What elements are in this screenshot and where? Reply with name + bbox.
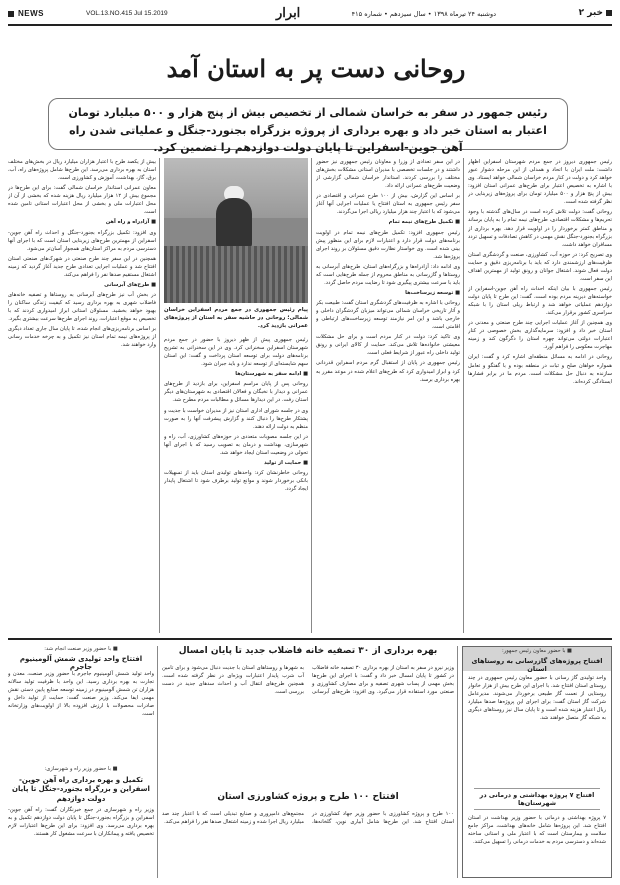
square-icon (606, 10, 612, 16)
article-paragraph: بر اساس برنامه‌ریزی‌های انجام شده، تا پایان سال جاری تعداد دیگری از پروژه‌های نیمه تمام استان نیز تکمیل و به چرخه خدمات رسانی وارد خواهند شد. (8, 326, 156, 349)
article-paragraph: روحانی در ادامه به مسائل منطقه‌ای اشاره کرد و گفت: ایران همواره خواهان صلح و ثبات در منطقه بوده و با گفتگو و تعامل سازنده به دنبال حل مشکلات است. مردم ما در برابر فشارها ایستادگی کرده‌اند. (468, 354, 612, 385)
article-subheading: ■ طرح‌های آبرسانی (104, 281, 156, 288)
article-paragraph: رئیس جمهوری در پایان از استقبال گرم مردم اسفراین قدردانی کرد و ابراز امیدواری کرد که طرح‌های اعلام شده در موعد مقرر به بهره برداری برسد. (316, 360, 460, 383)
article-paragraph: رئیس جمهوری افزود: تکمیل طرح‌های نیمه تمام در اولویت برنامه‌های دولت قرار دارد و اعتبارات لازم برای این منظور پیش بینی شده است. وی خواستار نظارت دقیق مسئولان بر روند اجرای پروژه‌ها شد. (316, 229, 460, 260)
article-paragraph: بیش از یکصد طرح با اعتبار هزاران میلیارد ریال در بخش‌های مختلف استان به بهره برداری می‌رسد. این طرح‌ها شامل پروژه‌های راه، آب، برق، گاز، بهداشت، آموزش و کشاورزی است. (8, 159, 156, 182)
news-label (8, 9, 44, 18)
left-article-subbody: وزیر راه و شهرسازی در جمع خبرنگاران گفت: راه آهن جوین-اسفراین و بزرگراه بجنورد-جنگل تا پایان دولت دوازدهم تکمیل و به بهره برداری می‌رسد. وی افزود: برای این طرح‌ها اعتبارات لازم تخصیص یافته و پیمانکاران با سرعت مشغول کار هستند. (8, 807, 154, 838)
main-headline: روحانی دست پر به استان آمد (166, 54, 466, 83)
boxed-article-subheadline: افتتاح ۷ پروژه بهداشتی و درمانی در شهرستان‌ها (474, 788, 600, 810)
article-subheading: ■ آزادراه و راه آهن (105, 219, 156, 226)
article-paragraph: روحانی خاطرنشان کرد: واحدهای تولیدی استان باید از تسهیلات بانکی برخوردار شوند و موانع تولید برطرف شود تا اشتغال پایدار ایجاد گردد. (164, 469, 308, 493)
article-paragraph: رئیس جمهوری دیروز در جمع مردم شهرستان اسفراین اظهار داشت: ملت ایران با اتحاد و همدلی از این مرحله دشوار عبور خواهد کرد و دولت در کنار مردم خراسان شمالی خواهد ایستاد. وی با اشاره به تخصیص اعتبار برای طرح‌های عمرانی استان افزود: بیش از پنج هزار و ۵۰۰ میلیارد تومان برای پروژه‌های زیربنایی در نظر گرفته شده است. (468, 159, 612, 206)
article-paragraph: وی ادامه داد: آزادراه‌ها و بزرگراه‌های استان، طرح‌های آبرسانی به روستاها و گازرسانی به مناطق محروم از جمله طرح‌هایی است که باید با سرعت بیشتری پیگیری شود تا رضایت مردم حاصل گردد. (316, 263, 460, 286)
lead-paragraph: رئیس جمهور در سفر به خراسان شمالی از تخصیص بیش از پنج هزار و ۵۰۰ میلیارد تومان اعتبار به استان خبر داد و بهره برداری از پروژه بزرگراه بجنورد-جنگل و عملیاتی شدن راه آهن جوین-اسفراین تا پایان دولت دوازدهم را تضمین کرد. (48, 98, 568, 150)
issue-date: دوشنبه ۲۴ تیرماه ۱۳۹۸ • سال سیزدهم • شماره ۴۱۵ (351, 10, 496, 18)
main-photo (164, 158, 308, 303)
article-paragraph: در این جلسه مصوبات متعددی در حوزه‌های کشاورزی، آب، راه و شهرسازی، بهداشت و درمان به تصویب رسید که با اجرای آنها تحولی در وضعیت استان ایجاد خواهد شد. (164, 433, 308, 456)
boxed-article-kicker: ■ با حضور معاون رئیس جمهور: (502, 648, 572, 654)
news-text: NEWS (18, 9, 44, 18)
left-article-subheadline: تکمیل و بهره برداری راه آهن جوین-اسفراین و بزرگراه بجنورد-جنگل تا پایان دولت دوازدهم (12, 776, 150, 803)
article-subheading: ■ حمایت از تولید (264, 459, 308, 466)
photo-figure (216, 198, 252, 248)
article-paragraph: وی در جلسه شورای اداری استان نیز از مدیران خواست با جدیت و پشتکار طرح‌ها را دنبال کنند و گزارش پیشرفت آنها را به صورت منظم به دولت ارائه دهند. (164, 407, 308, 430)
left-article-headline: افتتاح واحد تولیدی شمش آلومینیوم جاجرم (19, 655, 143, 671)
boxed-article-headline: افتتاح پروژه‌های گازرسانی به روستاهای استان (471, 657, 603, 673)
newspaper-logo: ابرار (276, 6, 301, 21)
masthead (8, 6, 612, 26)
article-column-3 (164, 336, 308, 633)
article-paragraph: وی تصریح کرد: در حوزه آب، کشاورزی، صنعت و گردشگری استان ظرفیت‌های ارزشمندی دارد که باید با برنامه‌ریزی دقیق و حمایت دولت فعال شوند. اشتغال جوانان و رونق تولید از مهمترین اهداف این سفر است. (468, 251, 612, 282)
section-text: خبر ۲ (578, 8, 603, 18)
boxed-article-subbody: ۷ پروژه بهداشتی و درمانی با حضور وزیر بهداشت در استان افتتاح شد. این پروژه‌ها شامل خانه‌های بهداشت، مراکز جامع سلامت و بیمارستان است که با اعتبار ملی و استانی ساخته شده‌اند و دسترسی مردم به خدمات درمانی را تسهیل می‌کنند. (468, 815, 606, 846)
article-subheading: ■ تکمیل طرح‌های نیمه تمام (388, 219, 460, 226)
left-article-body: واحد تولید شمش آلومینیوم جاجرم با حضور وزیر صنعت، معدن و تجارت به بهره برداری رسید. این واحد با ظرفیت تولید سالانه هزاران تن شمش آلومینیوم در زمینه توسعه صنایع پایین دستی نقش مهمی ایفا می‌کند. وزیر صنعت گفت: حمایت از تولید داخل و صادرات محصولات با ارزش افزوده بالا از اولویت‌های وزارتخانه است. (8, 671, 154, 718)
column-divider (157, 646, 158, 878)
square-icon (8, 11, 14, 17)
middle-article-body: وزیر نیرو در سفر به استان از بهره برداری ۳۰ تصفیه خانه فاضلاب در کشور تا پایان امسال خبر داد و گفت: با اجرای این طرح‌ها بخش مهمی از پساب شهری تصفیه و برای مصارف کشاورزی و صنعتی مورد استفاده قرار می‌گیرد. وی افزود: طرح‌های آبرسانی به شهرها و روستاهای استان با جدیت دنبال می‌شود و برای تامین آب شرب پایدار اعتبارات ویژه‌ای در نظر گرفته شده است. همچنین طرح‌های انتقال آب و احداث سدهای جدید در دست بررسی است. (162, 665, 454, 696)
left-article-kicker: ■ با حضور وزیر صنعت انجام شد: (44, 646, 118, 652)
column-divider (311, 158, 312, 633)
article-paragraph: وی تاکید کرد: دولت در کنار مردم است و برای حل مشکلات معیشتی خانواده‌ها تلاش می‌کند. حمایت از کالای ایرانی و رونق تولید داخلی راه عبور از شرایط فعلی است. (316, 334, 460, 357)
column-divider (457, 646, 458, 878)
article-paragraph: وی همچنین از آغاز عملیات اجرایی چند طرح صنعتی و معدنی در استان خبر داد و افزود: سرمایه‌گذاری بخش خصوصی در کنار اعتبارات دولتی می‌تواند چهره استان را دگرگون کند و زمینه مهاجرت معکوس را فراهم آورد. (468, 320, 612, 351)
article-subheading: ■ توسعه زیرساخت‌ها (405, 289, 460, 296)
middle-article-subheadline: افتتاح ۱۰۰ طرح و پروژه کشاورزی استان (217, 792, 399, 802)
volume-info: VOL.13.NO.415 Jul 15.2019 (86, 10, 168, 17)
column-divider (159, 158, 160, 633)
left-article-kicker-2: ■ با حضور وزیر راه و شهرسازی: (44, 766, 118, 772)
section-label (579, 8, 612, 18)
middle-article-subbody: ۱۰۰ طرح و پروژه کشاورزی با حضور وزیر جهاد کشاورزی در استان افتتاح شد. این طرح‌ها شامل آبیاری نوین، گلخانه‌ها، مجتمع‌های دامپروری و صنایع تبدیلی است که با اعتبار چند صد میلیارد ریال اجرا شده و زمینه اشتغال صدها نفر را فراهم می‌کند. (162, 811, 454, 826)
article-subheading: ■ ادامه سفر به شهرستان‌ها (235, 371, 308, 378)
article-paragraph: معاون عمرانی استاندار خراسان شمالی گفت: برای این طرح‌ها در مجموع بیش از ۱۲ هزار میلیارد ریال هزینه شده که بخشی از آن از محل اعتبارات ملی و بخشی از محل اعتبارات استانی تامین شده است. (8, 185, 156, 216)
section-divider (8, 638, 612, 640)
article-paragraph: رئیس جمهوری پیش از ظهر دیروز با حضور در جمع مردم شهرستان اسفراین سخنرانی کرد. وی در این سخنرانی به تشریح برنامه‌های دولت برای توسعه استان پرداخت و گفت: این استان سهم شایسته‌ای از توسعه ندارد و باید جبران شود. (164, 337, 308, 368)
article-paragraph: رئیس جمهوری با بیان اینکه احداث راه آهن جوین-اسفراین از خواسته‌های دیرینه مردم بوده است، گفت: این طرح تا پایان دولت دوازدهم عملیاتی خواهد شد و ارتباط ریلی استان را با شبکه سراسری کشور برقرار می‌کند. (468, 285, 612, 317)
article-column-1 (468, 158, 612, 633)
article-paragraph: در این سفر تعدادی از وزرا و معاونان رئیس جمهوری نیز حضور داشتند و در جلسات تخصصی با مدیران استانی مشکلات بخش‌های مختلف را بررسی کردند. استاندار خراسان شمالی گزارشی از وضعیت طرح‌های عمرانی ارائه داد. (316, 159, 460, 190)
article-column-2 (316, 158, 460, 633)
article-paragraph: روحانی پس از پایان مراسم اسفراین، برای بازدید از طرح‌های عمرانی و دیدار با نخبگان و فعالان اقتصادی به شهرستان‌های دیگر استان رفت. در این دیدارها مسائل و مطالبات مردم مطرح شد. (164, 381, 308, 404)
article-paragraph: روحانی با اشاره به ظرفیت‌های گردشگری استان گفت: طبیعت بکر و آثار تاریخی خراسان شمالی می‌تواند میزبان گردشگران داخلی و خارجی باشد و این امر نیازمند توسعه زیرساخت‌های ارتباطی و اقامتی است. (316, 300, 460, 331)
article-paragraph: وی افزود: تکمیل بزرگراه بجنورد-جنگل و احداث راه آهن جوین-اسفراین از مهمترین طرح‌های زیربنایی استان است که با اجرای آنها دسترسی مردم به مراکز استان‌های همجوار آسان‌تر می‌شود. (8, 229, 156, 252)
middle-article-headline: بهره برداری از ۳۰ تصفیه خانه فاضلاب جدید تا پایان امسال (178, 646, 438, 656)
article-paragraph: روحانی گفت: دولت تلاش کرده است در سال‌های گذشته با وجود تحریم‌ها و مشکلات اقتصادی، طرح‌های نیمه تمام را به پایان برساند و مناطق کمتر برخوردار را در اولویت قرار دهد. بهره برداری از بزرگراه بجنورد-جنگل نقش مهمی در کاهش تصادفات و تسهیل تردد مسافران خواهد داشت. (468, 209, 612, 248)
column-divider (463, 158, 464, 633)
newspaper-page (8, 6, 612, 878)
photo-caption: پیام رئیس جمهوری در جمع مردم اسفراین خراسان شمالی؛ روحانی در حاشیه سفر به استان از پروژه‌های عمرانی بازدید کرد. (164, 307, 308, 330)
article-paragraph: همچنین در این سفر چند طرح صنعتی در شهرک‌های صنعتی استان افتتاح شد و عملیات اجرایی تعدادی طرح جدید آغاز گردید که زمینه اشتغال مستقیم صدها نفر را فراهم می‌کند. (8, 255, 156, 278)
article-column-4 (8, 158, 156, 633)
article-paragraph: بر اساس این گزارش، بیش از ۱۰۰ طرح عمرانی و اقتصادی در سفر رئیس جمهوری به استان افتتاح یا عملیات اجرایی آنها آغاز می‌شود که با اعتبار چند هزار میلیارد ریالی اجرا می‌گردند. (316, 193, 460, 216)
photo-crowd (164, 246, 308, 303)
article-paragraph: در بخش آب نیز طرح‌های آبرسانی به روستاها و تصفیه خانه‌های فاضلاب شهری به بهره برداری رسید که کیفیت زندگی ساکنان را بهبود خواهد بخشید. مسئولان استانی ابراز امیدواری کردند که با تخصیص به موقع اعتبارات، روند اجرای طرح‌ها سرعت بیشتری بگیرد. (8, 291, 156, 323)
boxed-article-body: واحد تولیدی گاز رسانی با حضور معاون رئیس جمهوری در چند روستای استان افتتاح شد. با اجرای این طرح بیش از هزار خانوار روستایی از نعمت گاز طبیعی برخوردار می‌شوند. مدیرعامل شرکت گاز استان گفت: برای اجرای این پروژه‌ها صدها میلیارد ریال اعتبار هزینه شده است و تا پایان سال نیز روستاهای دیگری به شبکه گاز متصل خواهند شد. (468, 675, 606, 722)
